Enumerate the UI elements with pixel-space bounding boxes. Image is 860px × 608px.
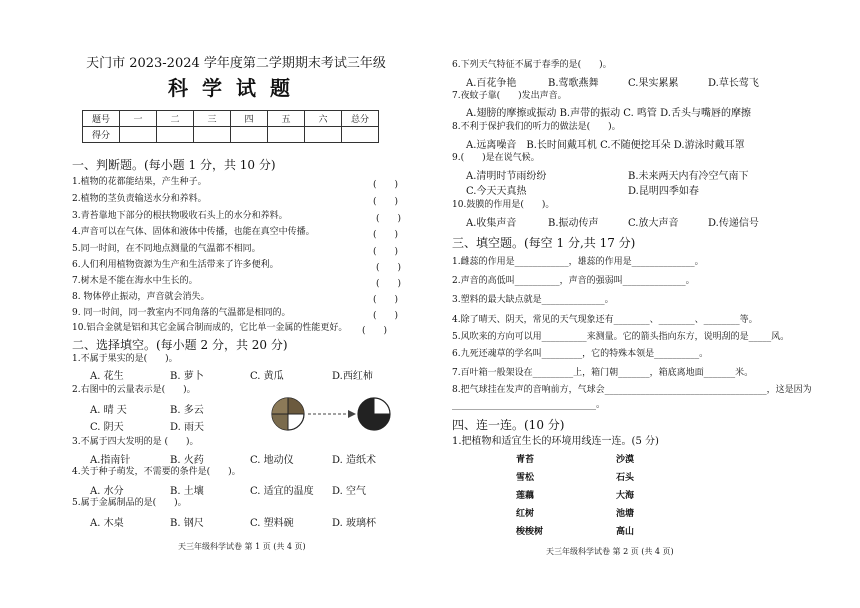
table-cell: 三 (194, 111, 231, 127)
option-c[interactable]: C.果实累累 (628, 78, 679, 89)
question-text: 1.把植物和适宜生长的环境用线连一连。(5 分) (452, 436, 659, 447)
option-a[interactable]: A.百花争艳 (466, 78, 517, 89)
option-b[interactable]: B.莺歌燕舞 (548, 78, 599, 89)
cloud-cover-symbol-left (272, 398, 304, 430)
table-row (83, 127, 379, 143)
options-row[interactable]: A.远离噪音 B.长时间戴耳机 C.不随便挖耳朵 D.游泳时戴耳罩 (466, 140, 745, 151)
option-d[interactable]: D. 空气 (332, 486, 367, 497)
fill-in-question[interactable]: 5.风吹来的方向可以用__________来测量。它的箭头指向东方，说明刮的是_____风。 (452, 332, 790, 342)
options-row[interactable]: A.翅膀的摩擦或振动 B.声带的振动 C. 鸣管 D.舌头与嘴唇的摩擦 (466, 108, 751, 119)
section-heading: 一、判断题。(每小题 1 分，共 10 分) (72, 158, 276, 172)
fill-in-question[interactable]: 3.塑料的最大缺点就是______________。 (452, 295, 614, 305)
answer-bracket[interactable]: ( ) (373, 295, 399, 305)
table-row (83, 111, 379, 127)
score-field[interactable] (231, 127, 268, 143)
option-c[interactable]: C.放大声音 (628, 218, 679, 229)
option-d[interactable]: D.草长莺飞 (708, 78, 759, 89)
question-text: 3.青苔靠地下部分的根扶物吸收石头上的水分和养料。 (72, 211, 288, 221)
question-text: 2.植物的茎负责输送水分和养料。 (72, 194, 207, 204)
score-field[interactable] (194, 127, 231, 143)
environment-item[interactable]: 高山 (616, 527, 635, 537)
option-a[interactable]: A. 晴 天 (90, 405, 127, 416)
option-c[interactable]: C. 塑料碗 (250, 518, 294, 529)
option-b[interactable]: B. 萝卜 (170, 371, 204, 382)
option-a[interactable]: A. 木桌 (90, 518, 124, 529)
plant-item[interactable]: 莲藕 (516, 491, 535, 501)
option-d[interactable]: D. 玻璃杯 (332, 518, 377, 529)
option-b[interactable]: B. 钢尺 (170, 518, 204, 529)
question-text: 9. 同一时间，同一教室内不同角落的气温都是相同的。 (72, 308, 291, 318)
question-text: 8.不利于保护我们的听力的做法是( )。 (452, 122, 621, 132)
answer-bracket[interactable]: ( ) (362, 326, 388, 336)
option-a[interactable]: A.收集声音 (466, 218, 517, 229)
question-text: 4.声音可以在气体、固体和液体中传播，也能在真空中传播。 (72, 227, 315, 237)
question-text: 10.铝合金就是铝和其它金属合制而成的，它比单一金属的性能更好。 (72, 323, 348, 333)
answer-bracket[interactable]: ( ) (373, 311, 399, 321)
cloud-cover-symbol-right (358, 398, 390, 430)
environment-item[interactable]: 池塘 (616, 509, 635, 519)
score-field[interactable] (120, 127, 157, 143)
option-d[interactable]: D.传递信号 (708, 218, 759, 229)
option-b[interactable]: B. 火药 (170, 455, 204, 466)
table-cell: 一 (120, 111, 157, 127)
option-c[interactable]: C.今天天真热 (466, 186, 527, 197)
table-cell: 题号 (83, 111, 120, 127)
option-c[interactable]: C. 地动仪 (250, 455, 294, 466)
option-d[interactable]: D. 雨天 (170, 422, 205, 433)
page-left (70, 0, 402, 608)
cloud-cover-diagram (270, 394, 392, 434)
page-footer: 天三年级科学试卷 第 1 页 (共 4 页) (178, 542, 306, 551)
section-heading: 三、填空题。(每空 1 分,共 17 分) (452, 236, 636, 250)
question-text: 1.不属于果实的是( )。 (72, 354, 178, 364)
section-heading: 二、选择填空。(每小题 2 分，共 20 分) (72, 338, 288, 352)
option-a[interactable]: A. 水分 (90, 486, 124, 497)
score-field[interactable] (157, 127, 194, 143)
question-text: 3.不属于四大发明的是 ( )。 (72, 437, 199, 447)
fill-in-question[interactable]: 8.把气球挂在发声的音响前方，气球会____________________________________，这是因为 (452, 385, 812, 395)
exam-title: 天门市 2023-2024 学年度第二学期期末考试三年级 (86, 56, 386, 71)
answer-bracket[interactable]: ( ) (376, 279, 402, 289)
score-table (82, 110, 379, 143)
question-text: 6.下列天气特征不属于春季的是( )。 (452, 60, 612, 70)
exam-subtitle: 科学试题 (168, 76, 304, 100)
question-text: 5.属于金属制品的是( )。 (72, 498, 187, 508)
fill-in-question[interactable]: 6.九死还魂草的学名叫_________，它的特殊本领是__________。 (452, 349, 709, 359)
table-cell: 总分 (342, 111, 379, 127)
fill-in-question[interactable]: 2.声音的高低叫__________，声音的强弱叫______________。 (452, 276, 695, 286)
table-cell: 二 (157, 111, 194, 127)
option-b[interactable]: B. 多云 (170, 405, 204, 416)
option-a[interactable]: A. 花生 (90, 371, 124, 382)
option-d[interactable]: D.昆明四季如春 (628, 186, 699, 197)
table-cell: 五 (268, 111, 305, 127)
table-cell: 四 (231, 111, 268, 127)
question-text: 6.人们利用植物资源为生产和生活带来了许多便利。 (72, 260, 279, 270)
question-text: 1.植物的花都能结果，产生种子。 (72, 177, 207, 187)
plant-item[interactable]: 梭梭树 (516, 527, 544, 537)
option-c[interactable]: C. 阴天 (90, 422, 124, 433)
plant-item[interactable]: 雪松 (516, 473, 535, 483)
page-right (452, 0, 812, 608)
question-text: 7.夜蚊子靠( )发出声音。 (452, 91, 567, 101)
answer-bracket[interactable]: ( ) (373, 230, 399, 240)
option-b[interactable]: B. 土壤 (170, 486, 204, 497)
environment-item[interactable]: 沙漠 (616, 455, 635, 465)
section-heading: 四、连一连。(10 分) (452, 418, 565, 432)
question-text: 7.树木是不能在海水中生长的。 (72, 276, 198, 286)
option-d[interactable]: D.西红柿 (332, 371, 373, 382)
question-text: 2.右图中的云量表示是( )。 (72, 385, 196, 395)
option-a[interactable]: A.指南针 (90, 455, 131, 466)
plant-item[interactable]: 红树 (516, 509, 535, 519)
environment-item[interactable]: 大海 (616, 491, 635, 501)
fill-in-question[interactable]: 7.百叶箱一般架设在_________上，箱门朝_______，箱底离地面_______米。 (452, 368, 754, 378)
answer-bracket[interactable]: ( ) (373, 197, 399, 207)
question-text: 8. 物体停止振动，声音就会消失。 (72, 292, 210, 302)
option-b[interactable]: B.振动传声 (548, 218, 599, 229)
option-a[interactable]: A.清明时节雨纷纷 (466, 171, 547, 182)
answer-bracket[interactable]: ( ) (373, 180, 399, 190)
fill-in-question[interactable]: 1.雌蕊的作用是____________，雄蕊的作用是______________。 (452, 257, 704, 267)
table-cell: 得分 (83, 127, 120, 143)
answer-bracket[interactable]: ( ) (376, 214, 402, 224)
option-c[interactable]: C. 适宜的温度 (250, 486, 314, 497)
score-field[interactable] (268, 127, 305, 143)
answer-bracket[interactable]: ( ) (376, 263, 402, 273)
table-cell: 六 (305, 111, 342, 127)
score-field[interactable] (342, 127, 379, 143)
question-text: 5.同一时间，在不同地点测量的气温都不相同。 (72, 244, 261, 254)
question-text: 10.鼓膜的作用是( )。 (452, 200, 555, 210)
page-footer: 天三年级科学试卷 第 2 页 (共 4 页) (546, 547, 674, 556)
fill-in-question[interactable]: 4.除了晴天、阴天，常见的天气现象还有________、________、________等。 (452, 315, 758, 325)
fill-in-continuation[interactable]: ________________________________。 (452, 400, 606, 410)
question-text: 9.( )是在说气候。 (452, 153, 540, 163)
plant-item[interactable]: 青苔 (516, 455, 535, 465)
environment-item[interactable]: 石头 (616, 473, 635, 483)
question-text: 4.关于种子萌发，不需要的条件是( )。 (72, 467, 241, 477)
answer-bracket[interactable]: ( ) (373, 247, 399, 257)
arrow-icon (308, 410, 356, 418)
option-c[interactable]: C. 黄瓜 (250, 371, 284, 382)
option-b[interactable]: B.未来两天内有冷空气南下 (628, 171, 749, 182)
score-field[interactable] (305, 127, 342, 143)
option-d[interactable]: D. 造纸术 (332, 455, 377, 466)
